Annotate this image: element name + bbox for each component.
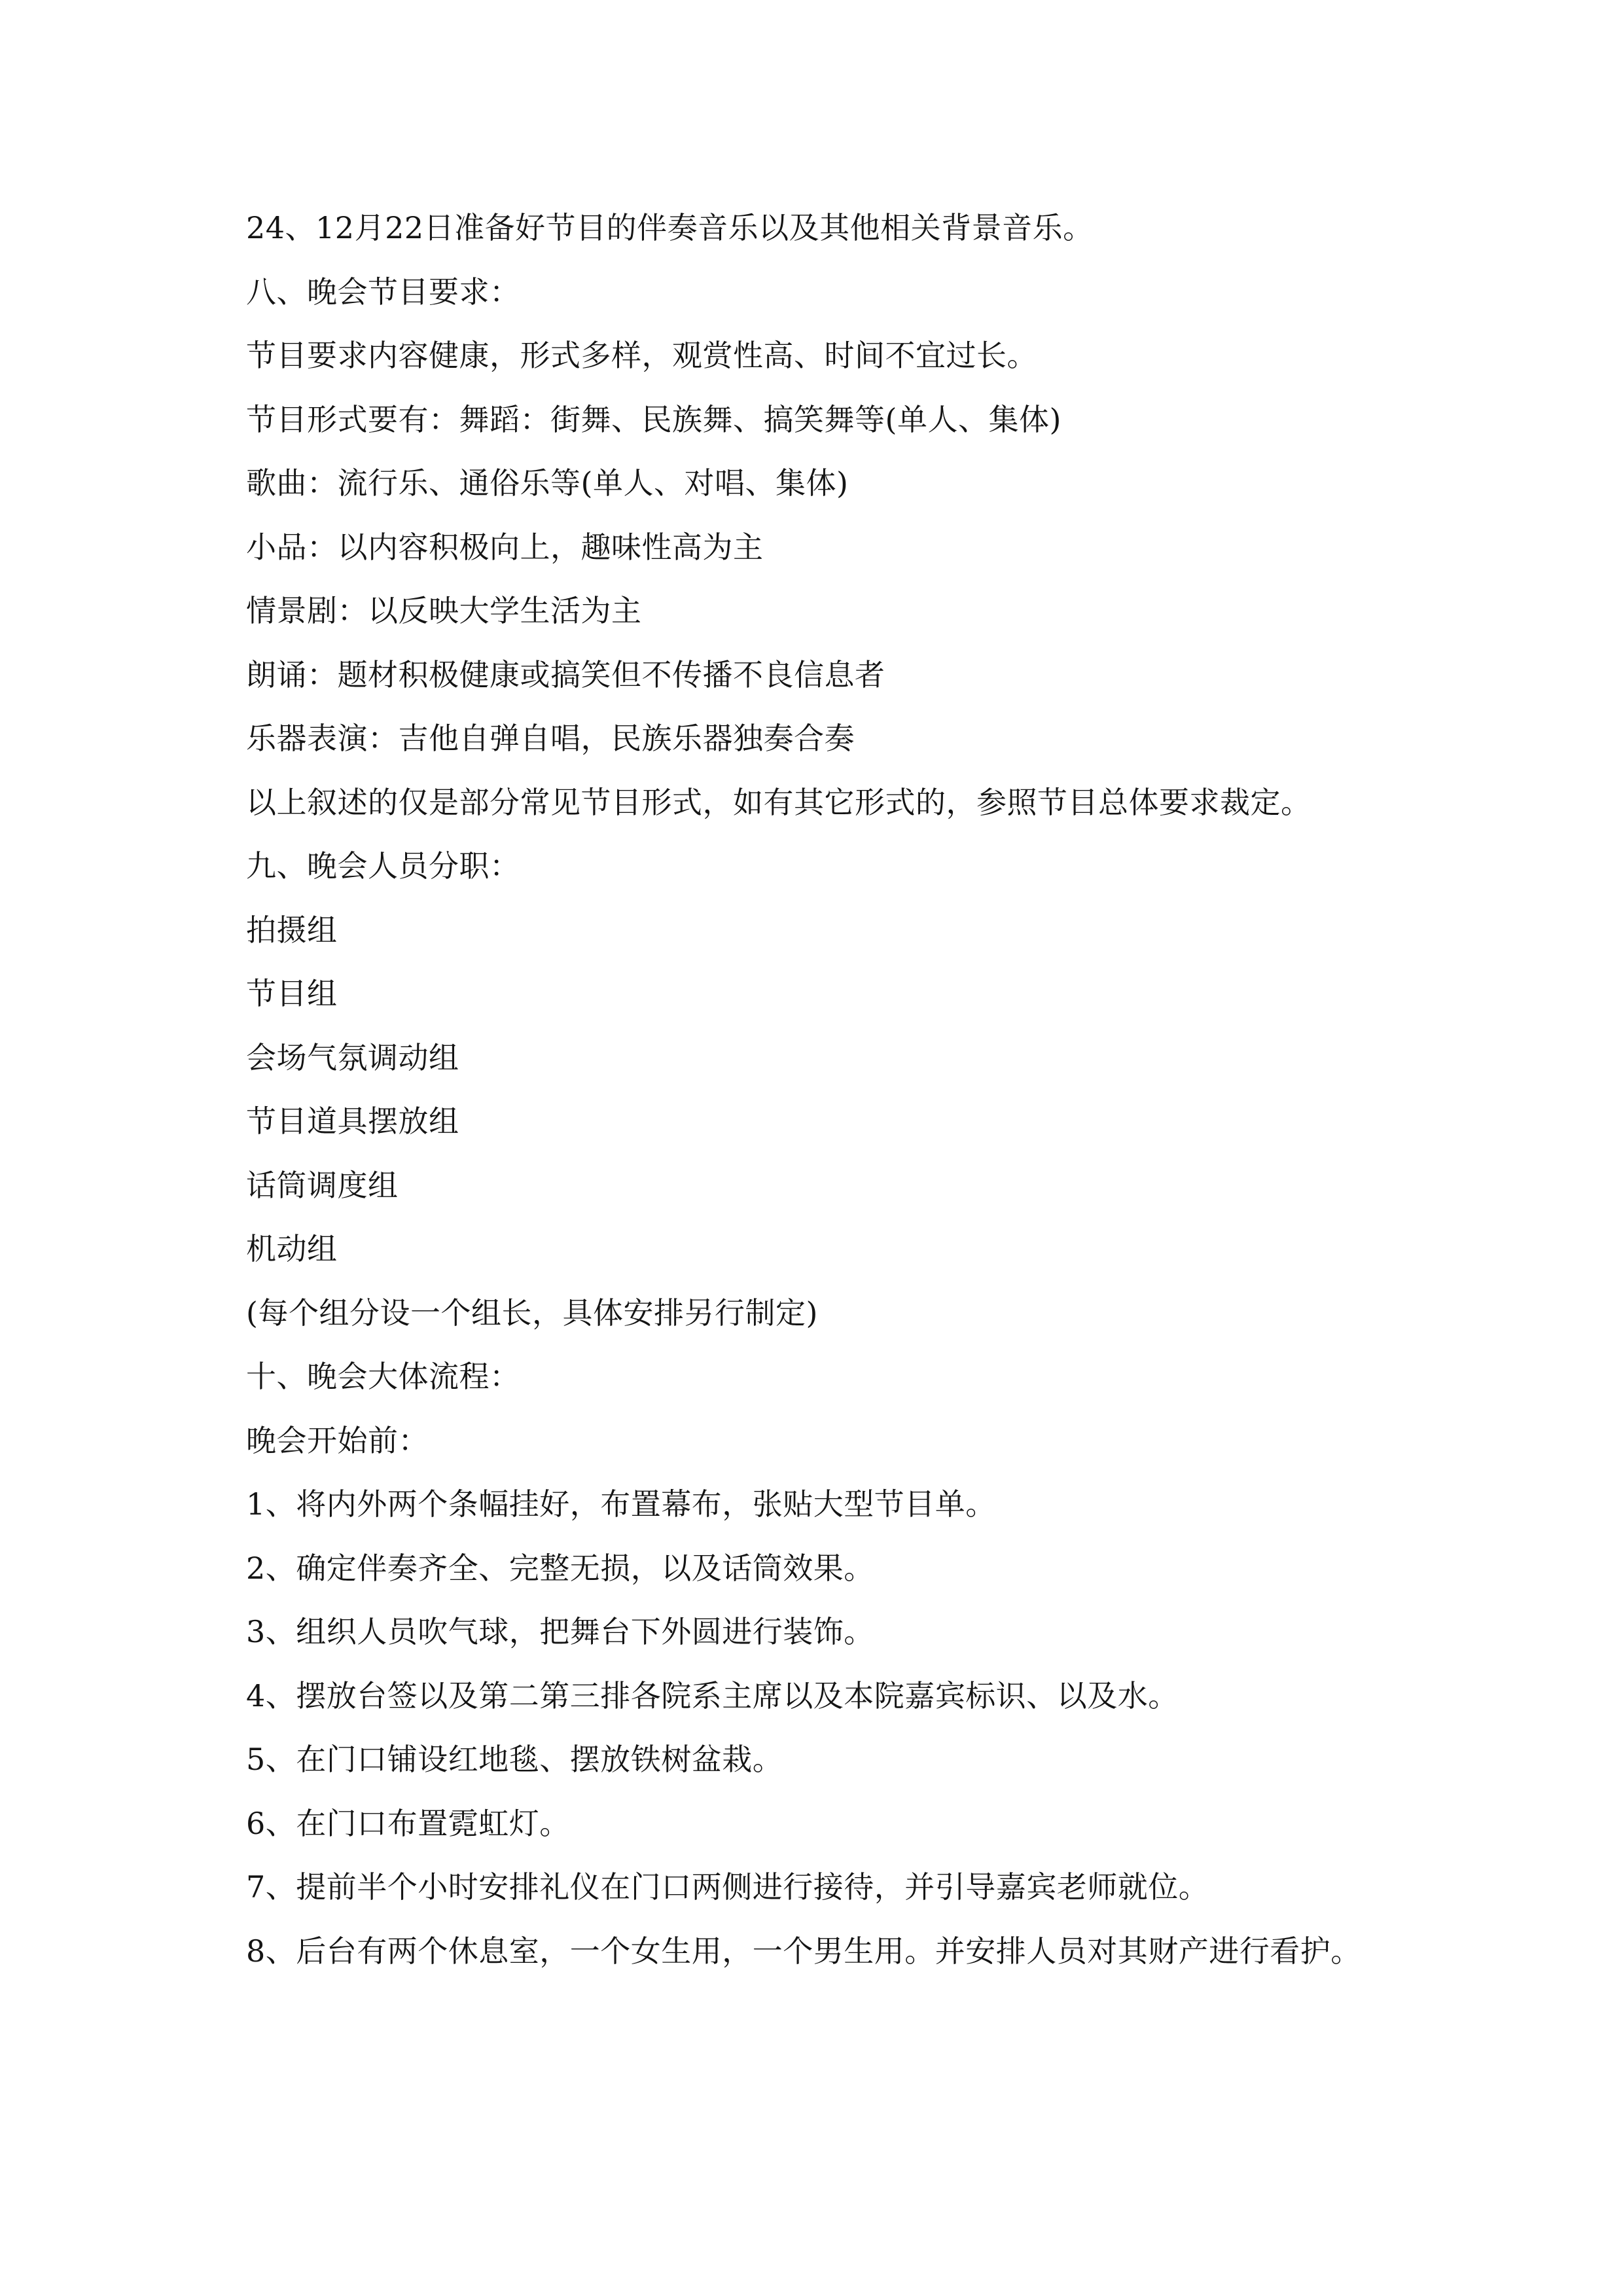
paragraph-line: 晚会开始前： <box>246 1422 429 1458</box>
list-item: 机动组 <box>246 1231 338 1266</box>
list-item: 1、将内外两个条幅挂好，布置幕布，张贴大型节目单。 <box>246 1486 996 1522</box>
list-item: 5、在门口铺设红地毯、摆放铁树盆栽。 <box>246 1742 783 1777</box>
section-heading: 九、晚会人员分职： <box>246 848 520 884</box>
paragraph-line: (每个组分设一个组长，具体安排另行制定) <box>246 1295 818 1331</box>
list-item: 拍摄组 <box>246 912 338 948</box>
document-body <box>246 196 1424 1983</box>
list-item: 2、确定伴奏齐全、完整无损，以及话筒效果。 <box>246 1550 874 1586</box>
paragraph-line: 情景剧：以反映大学生活为主 <box>246 593 642 628</box>
paragraph-line: 小品：以内容积极向上，趣味性高为主 <box>246 529 764 565</box>
list-item: 4、摆放台签以及第二第三排各院系主席以及本院嘉宾标识、以及水。 <box>246 1677 1179 1713</box>
list-item: 节目道具摆放组 <box>246 1103 459 1139</box>
list-item: 8、后台有两个休息室，一个女生用，一个男生用。并安排人员对其财产进行看护。 <box>246 1933 1361 1969</box>
section-heading: 八、晚会节目要求： <box>246 274 520 310</box>
paragraph-line: 歌曲：流行乐、通俗乐等(单人、对唱、集体) <box>246 465 849 501</box>
list-item: 3、组织人员吹气球，把舞台下外圆进行装饰。 <box>246 1614 874 1649</box>
paragraph-line: 节目形式要有：舞蹈：街舞、民族舞、搞笑舞等(单人、集体) <box>246 401 1061 437</box>
paragraph-line: 乐器表演：吉他自弹自唱，民族乐器独奏合奏 <box>246 721 855 756</box>
list-item: 6、在门口布置霓虹灯。 <box>246 1805 570 1841</box>
list-item: 节目组 <box>246 976 338 1011</box>
paragraph-line: 朗诵：题材积极健康或搞笑但不传播不良信息者 <box>246 656 885 692</box>
list-item: 7、提前半个小时安排礼仪在门口两侧进行接待，并引导嘉宾老师就位。 <box>246 1869 1209 1905</box>
paragraph-line: 24、12月22日准备好节目的伴奏音乐以及其他相关背景音乐。 <box>246 210 1094 245</box>
list-item: 会场气氛调动组 <box>246 1039 459 1075</box>
list-item: 话筒调度组 <box>246 1167 399 1203</box>
paragraph-line: 节目要求内容健康，形式多样，观赏性高、时间不宜过长。 <box>246 338 1037 373</box>
paragraph-line: 以上叙述的仅是部分常见节目形式，如有其它形式的，参照节目总体要求裁定。 <box>246 784 1311 820</box>
section-heading: 十、晚会大体流程： <box>246 1359 520 1394</box>
